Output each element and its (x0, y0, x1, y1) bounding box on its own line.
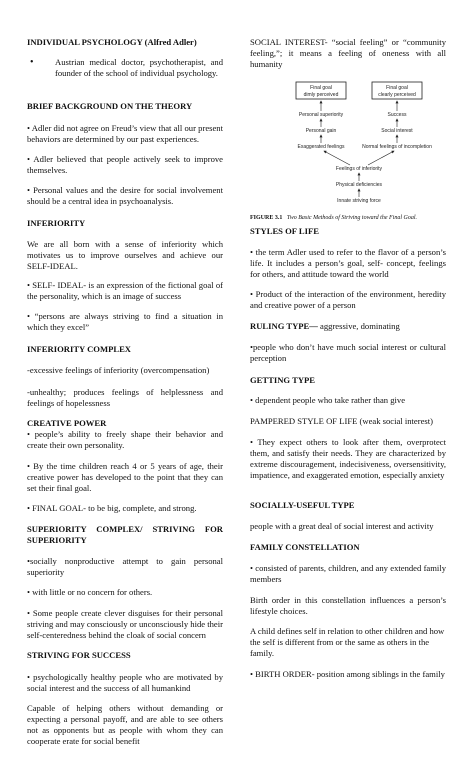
box-left-line-1: Final goal (310, 85, 332, 91)
complex-point-1: -excessive feelings of inferiority (overcompensation) (27, 365, 210, 375)
inferiority-text: We are all born with a sense of inferiority which motivates us to improve ourselves and achieve our SELF-IDEAL. (27, 239, 223, 271)
superiority-point-3: • Some people create clever disguises for their personal striving and may consciously or unconsciously hide their self-centeredness behind the cloak of social concern (27, 608, 223, 640)
striving-diagram (250, 74, 446, 210)
ruling-type-text: aggressive, dominating (317, 321, 400, 331)
getting-type-desc: • dependent people who take rather than give (250, 395, 406, 405)
pampered-style-desc: • They expect others to look after them, overprotect them, and satisfy their needs. They are characterized by extreme discouragement, indecisiveness, oversensitivity, impatience, and exaggerated emotion, especially anxiety (250, 437, 446, 480)
heading-creative-power: CREATIVE POWER (27, 418, 107, 428)
ruling-type-line (250, 321, 446, 332)
striving-quote: • “persons are always striving to find a situation in which they excel” (27, 311, 223, 332)
heading-family-constellation: FAMILY CONSTELLATION (250, 542, 360, 552)
styles-point-1: • the term Adler used to refer to the flavor of a person’s life. It includes a person’s goal, self- concept, feelings for others, and attitude toward the world (250, 247, 446, 279)
document-title: INDIVIDUAL PSYCHOLOGY (Alfred Adler) (27, 37, 197, 47)
family-point-2: Birth order in this constellation influences a person’s lifestyle choices. (250, 595, 446, 616)
superiority-point-1: •socially nonproductive attempt to gain personal superiority (27, 556, 223, 577)
right-chain-2: Social interest (381, 128, 413, 134)
box-right-line-1: Final goal (386, 85, 408, 91)
left-chain-1: Personal superiority (298, 112, 344, 118)
creative-point-1: • people’s ability to freely shape their behavior and create their own personality. (27, 429, 223, 450)
heading-inferiority: INFERIORITY (27, 218, 86, 228)
center-chain-3: Innate striving force (337, 198, 381, 204)
heading-striving-for-success: STRIVING FOR SUCCESS (27, 650, 131, 660)
right-chain-1: Success (387, 112, 407, 118)
family-point-1: • consisted of parents, children, and any extended family members (250, 563, 446, 584)
creative-point-2: • By the time children reach 4 or 5 years of age, their creative power has developed to the point that they can set their final goal. (27, 461, 223, 493)
brief-point-1: • Adler did not agree on Freud’s view that all our present behaviors are determined by our past experiences. (27, 123, 223, 144)
final-goal-definition: • FINAL GOAL- to be big, complete, and strong. (27, 503, 197, 513)
brief-point-2: • Adler believed that people actively seek to improve themselves. (27, 154, 223, 175)
figure-caption (250, 214, 446, 222)
right-chain-3: Normal feelings of incompletion (362, 144, 432, 150)
figure-caption-text: Two Basic Methods of Striving toward the Final Goal. (286, 215, 418, 221)
ruling-type-desc: •people who don’t have much social interest or cultural perception (250, 342, 446, 363)
success-point-1: • psychologically healthy people who are motivated by social interest and the success of all humankind (27, 672, 223, 693)
box-right-line-2: clearly perceived (378, 92, 416, 98)
left-chain-2: Personal gain (305, 128, 337, 134)
heading-styles-of-life: STYLES OF LIFE (250, 226, 319, 236)
pampered-style-heading: PAMPERED STYLE OF LIFE (weak social interest) (250, 416, 433, 426)
heading-socially-useful: SOCIALLY-USEFUL TYPE (250, 500, 355, 510)
striving-figure (250, 74, 446, 228)
heading-superiority-complex: SUPERIORITY COMPLEX/ STRIVING FOR SUPERIORITY (27, 524, 223, 545)
superiority-point-2: • with little or no concern for others. (27, 587, 153, 597)
left-chain-3: Exaggerated feelings (297, 144, 345, 150)
success-point-2: Capable of helping others without demanding or expecting a personal payoff, and are able to see others not as opponents but as people with whom they can cooperate erate for social benefit (27, 703, 223, 746)
socially-useful-desc: people with a great deal of social interest and activity (250, 521, 434, 531)
family-point-3: A child defines self in relation to other children and how the self is different from or the same as others in the family. (250, 626, 445, 658)
social-interest-definition: SOCIAL INTEREST- “social feeling” or “community feeling,”; it means a feeling of oneness with all humanity (250, 37, 446, 69)
heading-brief-background: BRIEF BACKGROUND ON THE THEORY (27, 101, 193, 111)
heading-ruling-type: RULING TYPE— (250, 321, 318, 331)
self-ideal-definition: • SELF- IDEAL- is an expression of the fictional goal of the personality, which is an image of success (27, 280, 223, 301)
figure-caption-label: FIGURE 3.1 (250, 215, 283, 221)
birth-order-definition: • BIRTH ORDER- position among siblings in the family (250, 669, 445, 679)
styles-point-2: • Product of the interaction of the environment, heredity and creative power of a person (250, 289, 446, 310)
brief-point-3: • Personal values and the desire for social involvement should be a central idea in psychoanalysis. (27, 185, 223, 206)
heading-getting-type: GETTING TYPE (250, 375, 316, 385)
box-left-line-2: dimly perceived (303, 92, 339, 98)
center-chain-1: Feelings of inferiority (335, 166, 383, 172)
adler-description: • Austrian medical doctor, psychotherapist, and founder of the school of individual psychology. (27, 57, 223, 79)
heading-inferiority-complex: INFERIORITY COMPLEX (27, 344, 132, 354)
complex-point-2: -unhealthy; produces feelings of helplessness and feelings of hopelessness (27, 387, 223, 408)
center-chain-2: Physical deficiencies (335, 182, 383, 188)
